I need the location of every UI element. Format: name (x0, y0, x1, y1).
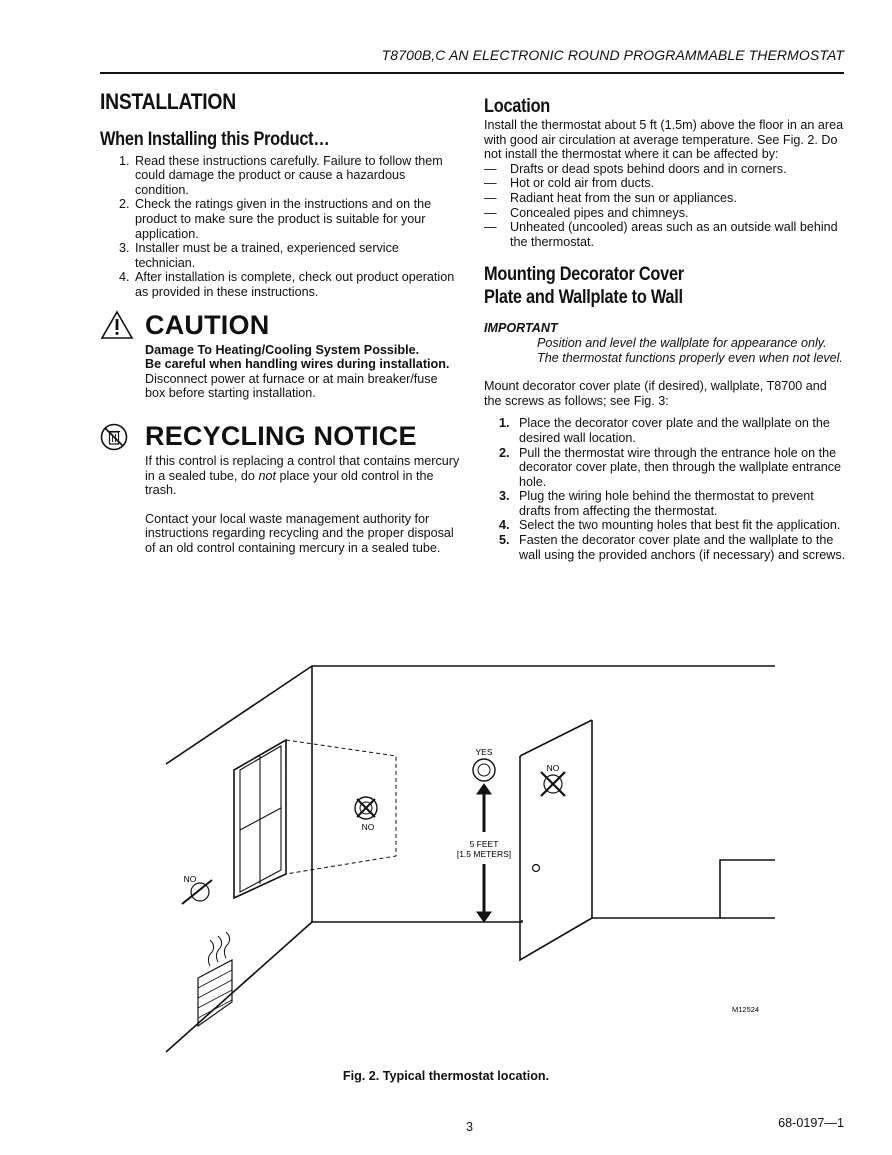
height-label-meters: [1.5 METERS] (456, 849, 512, 859)
list-item: 1. Read these instructions carefully. Failure to follow them could damage the product or cause a hazardous condition. (119, 153, 443, 197)
step-text: After installation is complete, check out product operation as provided in these instructions. (135, 270, 455, 299)
caution-block (100, 310, 460, 401)
important-text: Position and level the wallplate for appearance only. The thermostat functions properly even when not level. (537, 335, 843, 365)
list-item: — Drafts or dead spots behind doors and in corners. (484, 161, 787, 176)
label-no-floor: NO (183, 874, 197, 884)
document-number: 68-0197—1 (778, 1116, 844, 1130)
list-item: 5. Fasten the decorator cover plate and the wallplate to the wall using the provided anchors (if necessary) and screws. (499, 533, 846, 562)
step-text: Read these instructions carefully. Failure to follow them could damage the product or cause a hazardous condition. (135, 153, 443, 197)
no-trash-icon (100, 423, 128, 451)
when-installing-heading: When Installing this Product… (100, 128, 330, 150)
recycling-text-b: place your old control in the trash. (145, 468, 434, 498)
list-item: 4. After installation is complete, check out product operation as provided in these instructions. (119, 270, 455, 299)
mounting-heading-line-2: Plate and Wallplate to Wall (484, 287, 683, 309)
list-item: 3. Plug the wiring hole behind the thermostat to prevent drafts from affecting the thermostat. (499, 489, 814, 518)
recycling-paragraph-2: Contact your local waste management authority for instructions regarding recycling and the proper disposal of an old control containing mercury in a sealed tube. (145, 511, 454, 555)
label-yes: YES (475, 747, 493, 757)
figure-caption: Fig. 2. Typical thermostat location. (342, 1069, 550, 1083)
recycling-heading: RECYCLING NOTICE (145, 420, 417, 451)
figure-code: M12524 (732, 1005, 760, 1014)
list-item: — Concealed pipes and chimneys. (484, 205, 689, 220)
left-column (100, 89, 460, 555)
location-list (484, 162, 846, 250)
label-no-door: NO (546, 763, 560, 773)
caution-line-1: Damage To Heating/Cooling System Possible. (145, 342, 420, 357)
right-column (484, 95, 846, 562)
recycling-block (100, 421, 460, 556)
mounting-heading-line-1: Mounting Decorator Cover (484, 264, 684, 286)
recycling-emphasis: not (258, 468, 276, 483)
mounting-steps (484, 416, 846, 562)
installation-steps (100, 154, 460, 300)
location-intro: Install the thermostat about 5 ft (1.5m) above the floor in an area with good air circulation at average temperature. See Fig. 2. Do not install the thermostat where it can be affected by: (484, 118, 844, 162)
caution-heading: CAUTION (145, 309, 270, 340)
height-label-feet: 5 FEET (469, 839, 499, 849)
recycling-paragraph-1 (145, 454, 460, 498)
mounting-intro: Mount decorator cover plate (if desired), wallplate, T8700 and the screws as follows; see Fig. 3: (484, 379, 827, 408)
running-header: T8700B,C AN ELECTRONIC ROUND PROGRAMMABLE THERMOSTAT (381, 47, 844, 63)
list-item: — Radiant heat from the sun or appliances. (484, 190, 737, 205)
thermostat-location-figure (160, 660, 780, 1060)
warning-triangle-icon (100, 310, 134, 340)
list-item: 2. Check the ratings given in the instructions and on the product to make sure the product is suitable for your application. (119, 197, 432, 241)
list-item: — Hot or cold air from ducts. (484, 176, 655, 191)
step-text: Installer must be a trained, experienced service technician. (135, 241, 399, 270)
location-heading: Location (484, 96, 551, 117)
step-text: Check the ratings given in the instructions and on the product to make sure the product is suitable for your application. (135, 197, 432, 241)
caution-line-2: Be careful when handling wires during installation. (145, 357, 450, 372)
recycling-text-a: If this control is replacing a control that contains mercury in a sealed tube, do (145, 453, 460, 483)
list-item: 1. Place the decorator cover plate and the wallplate on the desired wall location. (499, 416, 830, 445)
page-number: 3 (466, 1120, 474, 1134)
list-item: 2. Pull the thermostat wire through the entrance hole on the decorator cover plate, then through the wallplate entrance hole. (499, 445, 842, 489)
header-rule (100, 72, 844, 74)
label-no-window: NO (361, 822, 375, 832)
list-item: 4. Select the two mounting holes that best fit the application. (499, 518, 841, 533)
important-label: IMPORTANT (484, 321, 558, 336)
list-item: — Unheated (uncooled) areas such as an outside wall behind the thermostat. (484, 220, 838, 249)
list-item: 3. Installer must be a trained, experienced service technician. (119, 241, 399, 270)
installation-heading: INSTALLATION (100, 89, 236, 114)
caution-text: Disconnect power at furnace or at main breaker/fuse box before starting installation. (145, 371, 438, 401)
